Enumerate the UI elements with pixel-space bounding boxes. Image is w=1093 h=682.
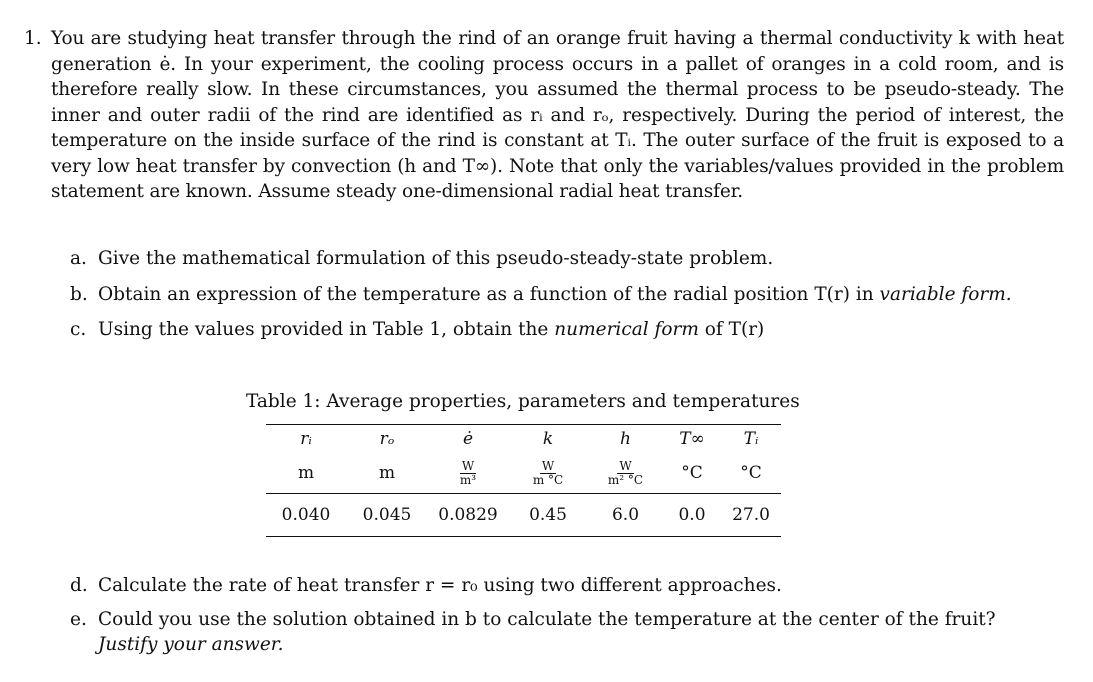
- question-text-tail: of T(r): [698, 319, 765, 340]
- question-text: Give the mathematical formulation of this pseudo-steady-state problem.: [98, 248, 774, 269]
- table-bottom-rule: [266, 536, 781, 537]
- table-value-cell: 6.0: [611, 505, 640, 525]
- question-list-abc: [70, 246, 1060, 353]
- table-unit-cell: m: [378, 463, 396, 483]
- question-text: Using the values provided in Table 1, obtain the: [98, 319, 555, 340]
- question-list-de: [70, 573, 1060, 666]
- question-b: [70, 282, 1060, 308]
- problem-number: 1.: [24, 28, 42, 49]
- table-header-cell: h: [620, 429, 631, 449]
- table-units-row: [266, 453, 781, 493]
- table-value-cell: 0.045: [362, 505, 412, 525]
- unit-numerator: W: [541, 458, 555, 473]
- table-unit-cell: °C: [740, 463, 762, 483]
- table-value-cell: 0.0: [678, 505, 706, 525]
- question-label: b.: [70, 283, 88, 305]
- table-caption: Table 1: Average properties, parameters and temperatures: [246, 391, 800, 412]
- question-text: Calculate the rate of heat transfer r = r₀ using two different approaches.: [98, 575, 782, 596]
- table-value-cell: 27.0: [732, 505, 770, 525]
- question-text: Could you use the solution obtained in b to calculate the temperature at the center of the fruit?: [98, 608, 996, 630]
- table-header-cell: k: [542, 429, 554, 449]
- table-unit-cell: [508, 460, 588, 487]
- question-c: [70, 317, 1060, 343]
- unit-numerator: W: [461, 458, 475, 473]
- question-a: [70, 246, 1060, 272]
- table-values-row: [266, 494, 781, 536]
- properties-table: [266, 424, 781, 537]
- table-value-cell: 0.0829: [438, 505, 498, 525]
- table-header-cell: ė: [462, 429, 474, 449]
- table-symbol-row: [266, 425, 781, 453]
- question-d: [70, 573, 1060, 599]
- problem-text: You are studying heat transfer through the rind of an orange fruit having a thermal conductivity k with heat generation ė. In your experiment, the cooling process occurs in a pallet of oranges in a cold room, and is therefore really slow. In these circumstances, you assumed the thermal process to be pseudo-steady. The inner and outer radii of the rind are identified as rᵢ and rₒ, respectively. During the period of interest, the temperature on the inside surface of the rind is constant at Tᵢ. The outer surface of the fruit is exposed to a very low heat transfer by convection (h and T∞). Note that only the variables/values provided in the problem statement are known. Assume steady one-dimensional radial heat transfer.: [51, 28, 1064, 202]
- unit-denominator: m³: [459, 472, 477, 487]
- table-value-cell: 0.45: [529, 505, 567, 525]
- question-emphasis: Justify your answer.: [98, 634, 284, 655]
- unit-denominator: m °C: [532, 472, 564, 487]
- question-label: d.: [70, 575, 88, 596]
- question-label: a.: [70, 248, 87, 269]
- table-unit-cell: [428, 460, 508, 487]
- question-label: e.: [70, 608, 87, 630]
- table-value-cell: 0.040: [281, 505, 331, 525]
- question-text: Obtain an expression of the temperature as a function of the radial position T(r) in: [98, 283, 880, 305]
- unit-fraction: [458, 460, 478, 487]
- question-emphasis: numerical form: [554, 319, 699, 340]
- table-header-cell: rₒ: [379, 429, 395, 449]
- table-unit-cell: °C: [681, 463, 703, 483]
- table-header-cell: rᵢ: [300, 429, 312, 449]
- table-header-cell: T∞: [679, 429, 705, 449]
- unit-denominator: m² °C: [607, 472, 644, 487]
- unit-fraction: [531, 460, 565, 487]
- table-header-cell: Tᵢ: [743, 429, 759, 449]
- problem-statement: [24, 26, 1064, 205]
- question-e: [70, 607, 1060, 658]
- unit-numerator: W: [619, 458, 632, 473]
- unit-fraction: [606, 460, 645, 487]
- question-label: c.: [70, 319, 87, 340]
- table-unit-cell: m: [297, 463, 315, 483]
- question-emphasis: variable form.: [879, 283, 1012, 305]
- table-unit-cell: [588, 460, 663, 487]
